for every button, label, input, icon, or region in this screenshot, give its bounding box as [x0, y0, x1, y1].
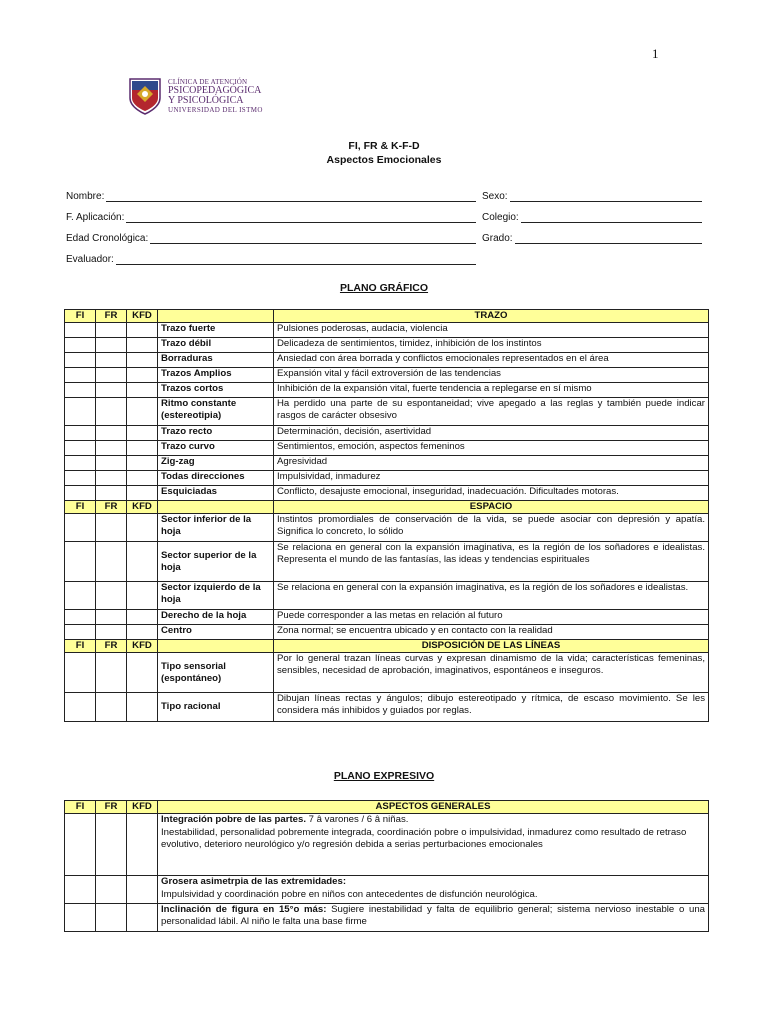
- kfd-cell[interactable]: [127, 323, 158, 338]
- fi-cell[interactable]: [65, 323, 96, 338]
- aspect-cell: [158, 876, 709, 904]
- fi-cell[interactable]: [65, 441, 96, 456]
- col-fr: FR: [96, 640, 127, 653]
- col-fi: FI: [65, 801, 96, 814]
- aplicacion-field[interactable]: [66, 209, 476, 223]
- kfd-cell[interactable]: [127, 471, 158, 486]
- desc-cell: Conflicto, desajuste emocional, inseguridad, inadecuación. Dificultades motoras.: [274, 486, 709, 501]
- fi-cell[interactable]: [65, 904, 96, 932]
- kfd-cell[interactable]: [127, 582, 158, 610]
- fr-cell[interactable]: [96, 471, 127, 486]
- term-cell: Trazo curvo: [158, 441, 274, 456]
- desc-cell: Delicadeza de sentimientos, timidez, inhibición de los instintos: [274, 338, 709, 353]
- desc-cell: Ansiedad con área borrada y conflictos emocionales representados en el área: [274, 353, 709, 368]
- kfd-cell[interactable]: [127, 814, 158, 876]
- evaluador-field[interactable]: [66, 251, 476, 265]
- desc-cell: Se relaciona en general con la expansión imaginativa, es la región de los soñadores e idealistas. Representa el mundo de las fantasías, las ideas y tendencias espirituales: [274, 542, 709, 582]
- col-kfd: KFD: [127, 501, 158, 514]
- table-row: [65, 610, 709, 625]
- fi-cell[interactable]: [65, 610, 96, 625]
- aspect-cell: [158, 814, 709, 876]
- table-row: [65, 582, 709, 610]
- fi-cell[interactable]: [65, 398, 96, 426]
- plano-grafico-title: PLANO GRÁFICO: [339, 282, 429, 294]
- fr-cell[interactable]: [96, 323, 127, 338]
- document-title: FI, FR & K-F-D: [348, 140, 420, 152]
- table-row: [65, 876, 709, 904]
- aspect-term: Grosera asimetrpia de las extremidades:: [161, 876, 347, 887]
- kfd-cell[interactable]: [127, 653, 158, 693]
- crest-icon: [128, 76, 162, 116]
- table-row: [65, 514, 709, 542]
- sexo-label: Sexo:: [482, 191, 508, 202]
- edad-field[interactable]: [66, 230, 476, 244]
- term-cell: Zig-zag: [158, 456, 274, 471]
- fi-cell[interactable]: [65, 486, 96, 501]
- fi-cell[interactable]: [65, 471, 96, 486]
- aplicacion-line[interactable]: [126, 211, 476, 223]
- evaluador-line[interactable]: [116, 253, 476, 265]
- col-fr: FR: [96, 310, 127, 323]
- table-row: [65, 486, 709, 501]
- kfd-cell[interactable]: [127, 610, 158, 625]
- plano-expresivo-title: PLANO EXPRESIVO: [333, 770, 435, 782]
- disposicion-header-row: [65, 640, 709, 653]
- kfd-cell[interactable]: [127, 338, 158, 353]
- table-row: [65, 368, 709, 383]
- fi-cell[interactable]: [65, 456, 96, 471]
- term-cell: Tipo sensorial (espontáneo): [158, 653, 274, 693]
- term-cell: Ritmo constante (estereotipia): [158, 398, 274, 426]
- grado-line[interactable]: [515, 232, 702, 244]
- kfd-cell[interactable]: [127, 876, 158, 904]
- desc-cell: Expansión vital y fácil extroversión de las tendencias: [274, 368, 709, 383]
- fi-cell[interactable]: [65, 814, 96, 876]
- aspect-cell: [158, 904, 709, 932]
- evaluador-label: Evaluador:: [66, 254, 114, 265]
- col-fi: FI: [65, 310, 96, 323]
- term-cell: Derecho de la hoja: [158, 610, 274, 625]
- fi-cell[interactable]: [65, 693, 96, 722]
- espacio-header-row: [65, 501, 709, 514]
- fr-cell[interactable]: [96, 814, 127, 876]
- kfd-cell[interactable]: [127, 514, 158, 542]
- table-row: [65, 338, 709, 353]
- kfd-cell[interactable]: [127, 904, 158, 932]
- fr-cell[interactable]: [96, 353, 127, 368]
- kfd-cell[interactable]: [127, 441, 158, 456]
- nombre-field[interactable]: [66, 188, 476, 202]
- term-cell: Borraduras: [158, 353, 274, 368]
- desc-cell: Se relaciona en general con la expansión imaginativa, es la región de los soñadores e idealistas.: [274, 582, 709, 610]
- aspectos-header-row: [65, 801, 709, 814]
- aspect-term: Integración pobre de las partes.: [161, 814, 307, 825]
- term-cell: Centro: [158, 625, 274, 640]
- table-row: [65, 542, 709, 582]
- term-cell: Trazo fuerte: [158, 323, 274, 338]
- table-row: [65, 693, 709, 722]
- table-row: [65, 456, 709, 471]
- term-cell: Trazo recto: [158, 426, 274, 441]
- term-cell: Sector izquierdo de la hoja: [158, 582, 274, 610]
- edad-label: Edad Cronológica:: [66, 233, 149, 244]
- desc-cell: Sentimientos, emoción, aspectos femeninos: [274, 441, 709, 456]
- grado-field[interactable]: [482, 230, 702, 244]
- espacio-header: ESPACIO: [274, 501, 709, 514]
- term-cell: Tipo racional: [158, 693, 274, 722]
- fr-cell[interactable]: [96, 398, 127, 426]
- sexo-line[interactable]: [510, 190, 702, 202]
- fi-cell[interactable]: [65, 625, 96, 640]
- logo-line-2: PSICOPEDAGÓGICA: [168, 85, 262, 96]
- desc-cell: Dibujan líneas rectas y ángulos; dibujo estereotipado y rítmica, de escaso movimiento. Se les considera más inhibidos y guiados por reglas.: [274, 693, 709, 722]
- colegio-label: Colegio:: [482, 212, 519, 223]
- fr-cell[interactable]: [96, 876, 127, 904]
- sexo-field[interactable]: [482, 188, 702, 202]
- edad-line[interactable]: [150, 232, 476, 244]
- nombre-line[interactable]: [106, 190, 476, 202]
- kfd-cell[interactable]: [127, 383, 158, 398]
- table-row: [65, 441, 709, 456]
- trazo-header: TRAZO: [274, 310, 709, 323]
- table-row: [65, 383, 709, 398]
- fr-cell[interactable]: [96, 542, 127, 582]
- university-logo: [128, 76, 328, 120]
- desc-cell: Instintos promordiales de conservación de la vida, se puede asociar con depresión y apatía. Significa lo concreto, lo sólido: [274, 514, 709, 542]
- plano-grafico-table: [64, 309, 709, 722]
- aplicacion-label: F. Aplicación:: [66, 212, 125, 223]
- fi-cell[interactable]: [65, 876, 96, 904]
- aspect-term: Inclinación de figura en 15°o más:: [161, 904, 327, 915]
- grado-label: Grado:: [482, 233, 513, 244]
- fr-cell[interactable]: [96, 426, 127, 441]
- col-kfd: KFD: [127, 801, 158, 814]
- trazo-header-row: [65, 310, 709, 323]
- col-fr: FR: [96, 501, 127, 514]
- col-kfd: KFD: [127, 310, 158, 323]
- table-row: [65, 426, 709, 441]
- aspectos-header: ASPECTOS GENERALES: [158, 801, 709, 814]
- logo-line-1: CLÍNICA DE ATENCIÓN: [168, 78, 248, 86]
- term-cell: Sector inferior de la hoja: [158, 514, 274, 542]
- fr-cell[interactable]: [96, 693, 127, 722]
- table-row: [65, 353, 709, 368]
- fr-cell[interactable]: [96, 653, 127, 693]
- kfd-cell[interactable]: [127, 693, 158, 722]
- nombre-label: Nombre:: [66, 191, 105, 202]
- col-fi: FI: [65, 501, 96, 514]
- fi-cell[interactable]: [65, 542, 96, 582]
- kfd-cell[interactable]: [127, 486, 158, 501]
- term-cell: Esquiciadas: [158, 486, 274, 501]
- aspect-desc: Sugiere inestabilidad y falta de equilibrio general; sistema nervioso inestable o una personalidad lábil. Al niño le falta una base firme: [161, 904, 705, 927]
- fr-cell[interactable]: [96, 368, 127, 383]
- term-cell: Todas direcciones: [158, 471, 274, 486]
- term-cell: Trazos cortos: [158, 383, 274, 398]
- term-cell: Sector superior de la hoja: [158, 542, 274, 582]
- fi-cell[interactable]: [65, 653, 96, 693]
- kfd-cell[interactable]: [127, 398, 158, 426]
- page-number: 1: [652, 46, 659, 61]
- colegio-field[interactable]: [482, 209, 702, 223]
- fr-cell[interactable]: [96, 383, 127, 398]
- fi-cell[interactable]: [65, 338, 96, 353]
- desc-cell: Determinación, decisión, asertividad: [274, 426, 709, 441]
- desc-cell: Zona normal; se encuentra ubicado y en contacto con la realidad: [274, 625, 709, 640]
- col-kfd: KFD: [127, 640, 158, 653]
- kfd-cell[interactable]: [127, 353, 158, 368]
- kfd-cell[interactable]: [127, 426, 158, 441]
- desc-cell: Puede corresponder a las metas en relación al futuro: [274, 610, 709, 625]
- aspect-desc: Impulsividad y coordinación pobre en niños con antecedentes de disfunción neurológica.: [161, 889, 538, 900]
- fr-cell[interactable]: [96, 456, 127, 471]
- fr-cell[interactable]: [96, 610, 127, 625]
- plano-expresivo-table: [64, 800, 709, 932]
- fi-cell[interactable]: [65, 582, 96, 610]
- table-row: [65, 814, 709, 876]
- aspect-desc: Inestabilidad, personalidad pobremente integrada, coordinación pobre o impulsividad, inmadurez como resultado de retraso evolutivo, deterioro neurológico y/o regresión debida a serias perturbaciones emocionales: [161, 827, 687, 850]
- fi-cell[interactable]: [65, 426, 96, 441]
- aspect-term-extra: 7 â varones / 6 â niñas.: [306, 814, 409, 825]
- col-fi: FI: [65, 640, 96, 653]
- desc-cell: Agresividad: [274, 456, 709, 471]
- fi-cell[interactable]: [65, 353, 96, 368]
- col-blank: [158, 310, 274, 323]
- desc-cell: Impulsividad, inmadurez: [274, 471, 709, 486]
- kfd-cell[interactable]: [127, 542, 158, 582]
- table-row: [65, 323, 709, 338]
- table-row: [65, 471, 709, 486]
- kfd-cell[interactable]: [127, 625, 158, 640]
- kfd-cell[interactable]: [127, 456, 158, 471]
- col-fr: FR: [96, 801, 127, 814]
- desc-cell: Por lo general trazan líneas curvas y expresan dinamismo de la vida; características femeninas, sensibles, necesidad de aprobación, imaginativos, espontáneos e inseguros.: [274, 653, 709, 693]
- fr-cell[interactable]: [96, 514, 127, 542]
- desc-cell: Inhibición de la expansión vital, fuerte tendencia a replegarse en sí mismo: [274, 383, 709, 398]
- fr-cell[interactable]: [96, 582, 127, 610]
- col-blank: [158, 640, 274, 653]
- term-cell: Trazos Amplios: [158, 368, 274, 383]
- fi-cell[interactable]: [65, 514, 96, 542]
- logo-line-4: UNIVERSIDAD DEL ISTMO: [168, 106, 263, 114]
- table-row: [65, 653, 709, 693]
- term-cell: Trazo débil: [158, 338, 274, 353]
- disposicion-header: DISPOSICIÓN DE LAS LÍNEAS: [274, 640, 709, 653]
- kfd-cell[interactable]: [127, 368, 158, 383]
- fr-cell[interactable]: [96, 486, 127, 501]
- colegio-line[interactable]: [521, 211, 702, 223]
- fr-cell[interactable]: [96, 441, 127, 456]
- fi-cell[interactable]: [65, 368, 96, 383]
- fr-cell[interactable]: [96, 904, 127, 932]
- table-row: [65, 398, 709, 426]
- table-row: [65, 904, 709, 932]
- desc-cell: Pulsiones poderosas, audacia, violencia: [274, 323, 709, 338]
- col-blank: [158, 501, 274, 514]
- table-row: [65, 625, 709, 640]
- fr-cell[interactable]: [96, 625, 127, 640]
- logo-line-3: Y PSICOLÓGICA: [168, 95, 244, 106]
- fi-cell[interactable]: [65, 383, 96, 398]
- document-subtitle: Aspectos Emocionales: [326, 154, 442, 166]
- fr-cell[interactable]: [96, 338, 127, 353]
- desc-cell: Ha perdido una parte de su espontaneidad; vive apegado a las reglas y también puede indicar rasgos de carácter obsesivo: [274, 398, 709, 426]
